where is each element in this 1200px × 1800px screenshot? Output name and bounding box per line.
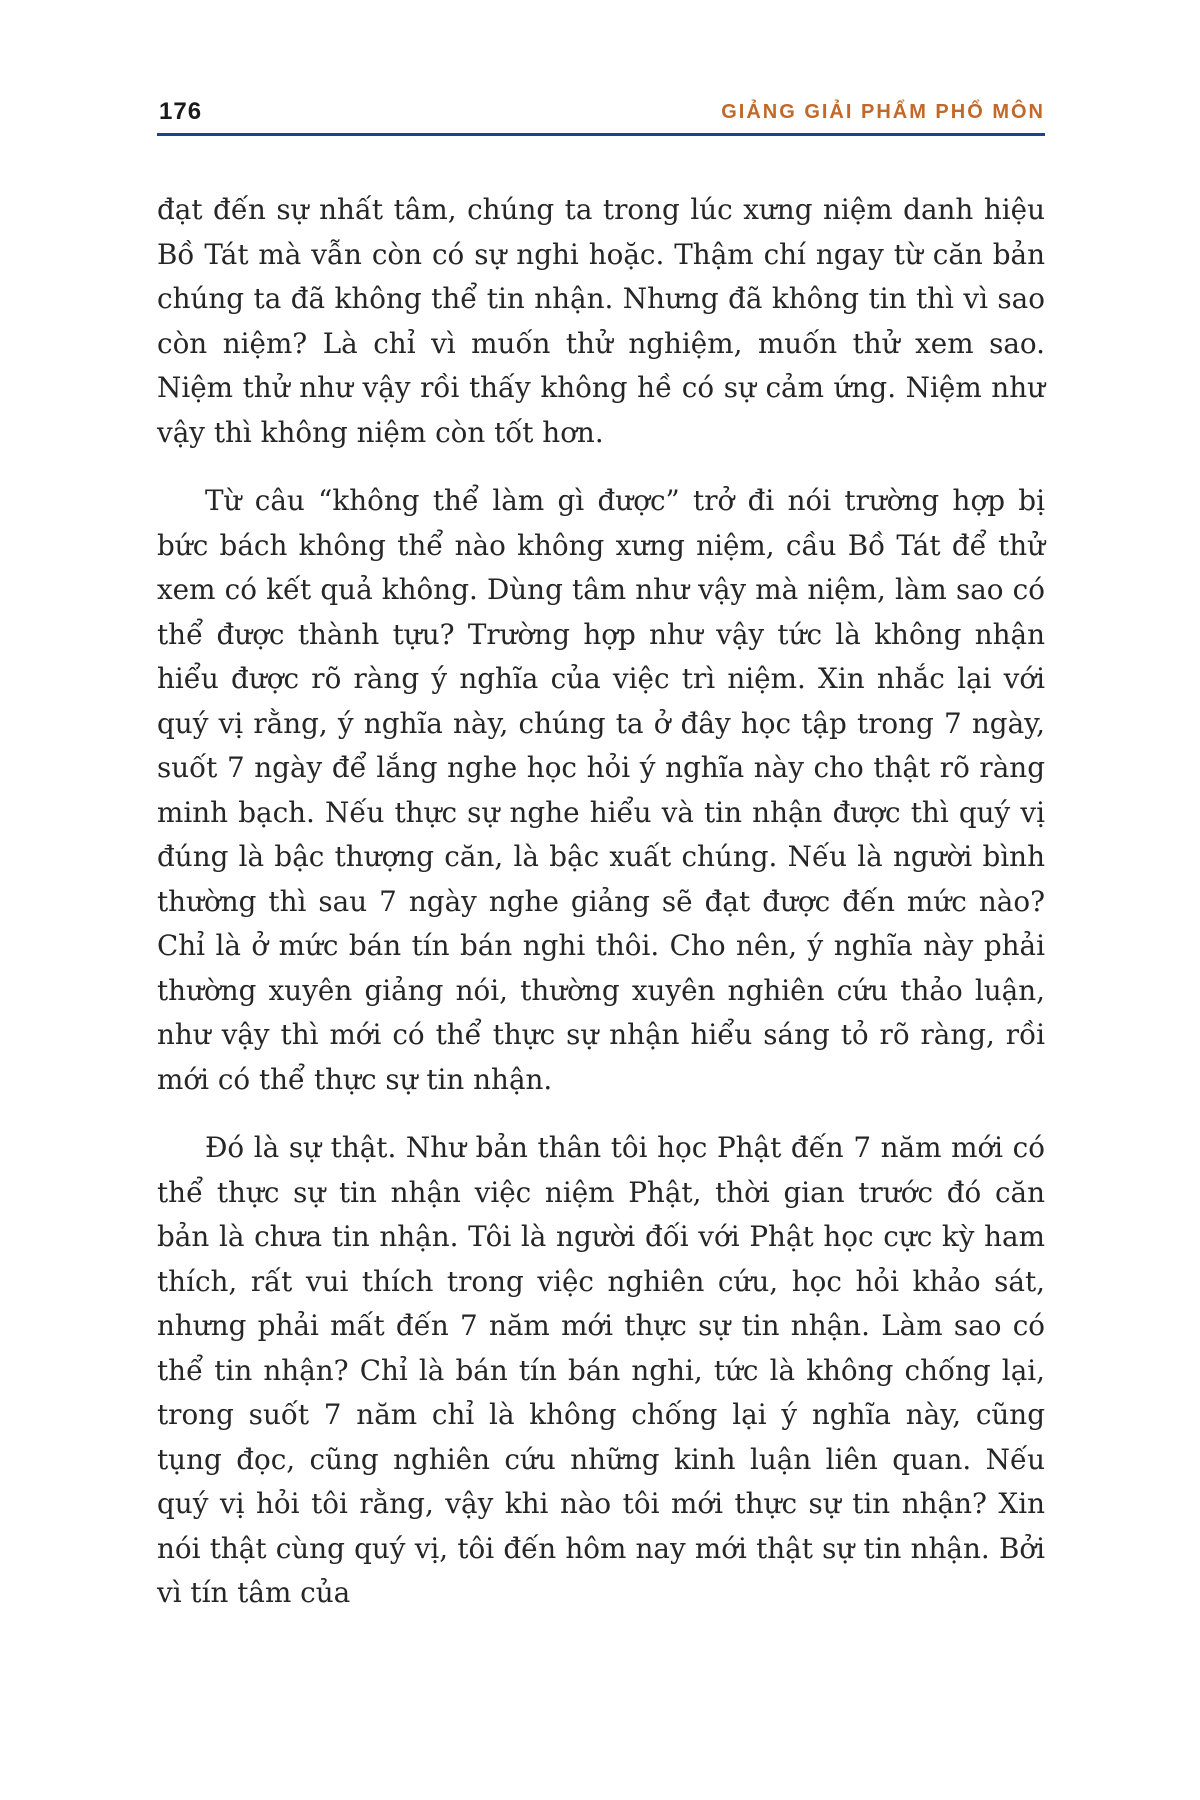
paragraph-1: đạt đến sự nhất tâm, chúng ta trong lúc xưng niệm danh hiệu Bồ Tát mà vẫn còn có sự nghi hoặc. Thậm chí ngay từ căn bản chúng ta đã không thể tin nhận. Nhưng đã không tin thì vì sao còn niệm? Là chỉ vì muốn thử nghiệm, muốn thử xem sao. Niệm thử như vậy rồi thấy không hề có sự cảm ứng. Niệm như vậy thì không niệm còn tốt hơn.	[157, 193, 1045, 449]
body-text	[157, 188, 1045, 1640]
page-header	[157, 94, 1045, 124]
paragraph-2: Từ câu “không thể làm gì được” trở đi nói trường hợp bị bức bách không thể nào không xưng niệm, cầu Bồ Tát để thử xem có kết quả không. Dùng tâm như vậy mà niệm, làm sao có thể được thành tựu? Trường hợp như vậy tức là không nhận hiểu được rõ ràng ý nghĩa của việc trì niệm. Xin nhắc lại với quý vị rằng, ý nghĩa này, chúng ta ở đây học tập trong 7 ngày, suốt 7 ngày để lắng nghe học hỏi ý nghĩa này cho thật rõ ràng minh bạch. Nếu thực sự nghe hiểu và tin nhận được thì quý vị đúng là bậc thượng căn, là bậc xuất chúng. Nếu là người bình thường thì sau 7 ngày nghe giảng sẽ đạt được đến mức nào? Chỉ là ở mức bán tín bán nghi thôi. Cho nên, ý nghĩa này phải thường xuyên giảng nói, thường xuyên nghiên cứu thảo luận, như vậy thì mới có thể thực sự nhận hiểu sáng tỏ rõ ràng, rồi mới có thể thực sự tin nhận.	[157, 484, 1045, 1096]
header-rule	[157, 133, 1045, 136]
paragraph-3: Đó là sự thật. Như bản thân tôi học Phật đến 7 năm mới có thể thực sự tin nhận việc niệm Phật, thời gian trước đó căn bản là chưa tin nhận. Tôi là người đối với Phật học cực kỳ ham thích, rất vui thích trong việc nghiên cứu, học hỏi khảo sát, nhưng phải mất đến 7 năm mới thực sự tin nhận. Làm sao có thể tin nhận? Chỉ là bán tín bán nghi, tức là không chống lại, trong suốt 7 năm chỉ là không chống lại ý nghĩa này, cũng tụng đọc, cũng nghiên cứu những kinh luận liên quan. Nếu quý vị hỏi tôi rằng, vậy khi nào tôi mới thực sự tin nhận? Xin nói thật cùng quý vị, tôi đến hôm nay mới thật sự tin nhận. Bởi vì tín tâm của	[157, 1131, 1045, 1609]
page-number: 176	[159, 98, 203, 125]
running-title: GIẢNG GIẢI PHẨM PHỔ MÔN	[721, 101, 1045, 123]
